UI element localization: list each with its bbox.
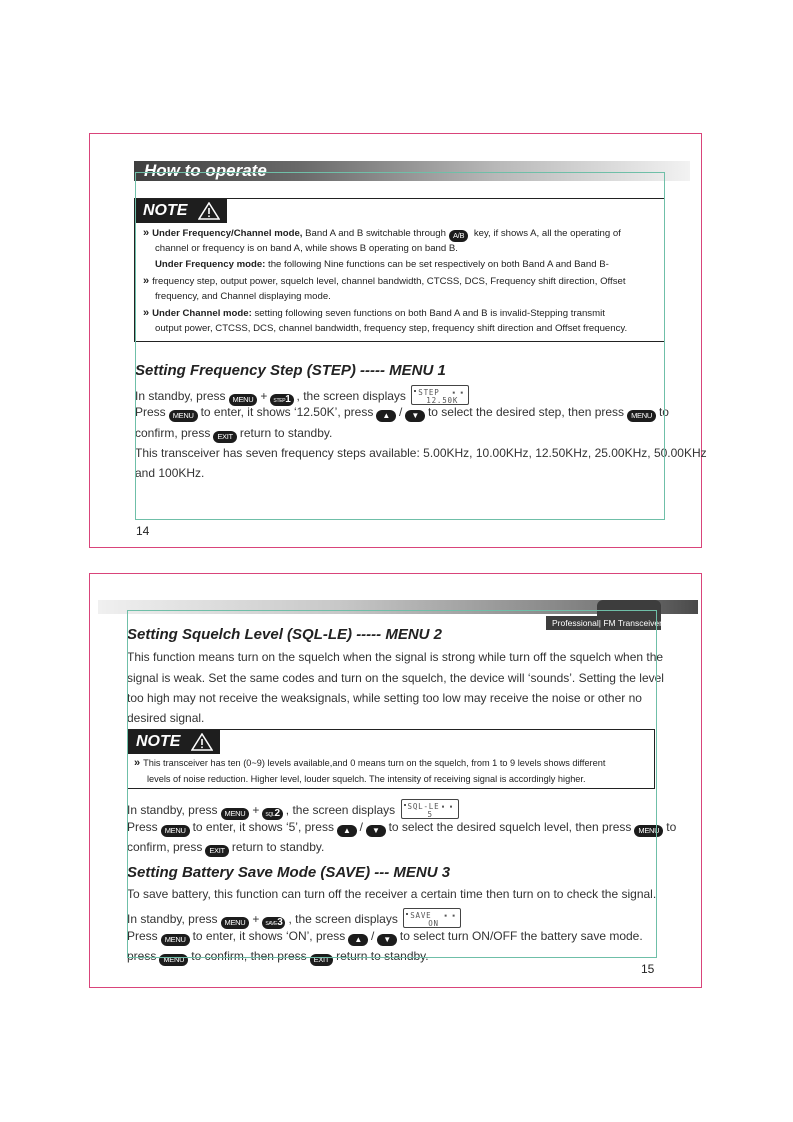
down-arrow-icon: ▼ (405, 410, 425, 422)
exit-key: EXIT (205, 845, 228, 857)
note-line-3: Under Frequency mode: the following Nine functions can be set respectively on both Band A and Band B- (155, 259, 609, 270)
save-line-3: press MENU to confirm, then press EXIT return to standby. (127, 949, 429, 964)
sql-2-key: SQL2 (262, 808, 282, 820)
sql-para-1: This function means turn on the squelch when the signal is strong while turn off the squelch when the (127, 650, 664, 664)
sql-line-1: In standby, press MENU + SQL2 , the screen displays SQL-LE 5 ▪ ▪ (127, 799, 461, 820)
product-label: Professional| FM Transceiver (552, 618, 662, 628)
note-line-5: frequency, and Channel displaying mode. (155, 291, 331, 302)
step-line-5: and 100KHz. (135, 466, 205, 480)
note-box (134, 198, 665, 342)
note-line-4: » frequency step, output power, squelch level, channel bandwidth, CTCSS, DCS, Frequency shift direction, Offset (143, 275, 626, 287)
banner-title: How to operate (144, 161, 267, 180)
step-line-4: This transceiver has seven frequency steps available: 5.00KHz, 10.00KHz, 12.50KHz, 25.00KHz, 50.00KHz (135, 446, 707, 460)
note-header (128, 730, 220, 754)
save-heading: Setting Battery Save Mode (SAVE) --- MENU 3 (127, 864, 451, 881)
sql-line-3: confirm, press EXIT return to standby. (127, 840, 325, 855)
sql-heading: Setting Squelch Level (SQL-LE) ----- MENU 2 (127, 626, 443, 643)
save-line-0: To save battery, this function can turn off the receiver a certain time then turn on to check the signal. (127, 887, 657, 901)
note-line-1: » Under Frequency/Channel mode, Band A and B switchable through A/B key, if shows A, all the operating of (143, 227, 621, 240)
down-arrow-icon: ▼ (377, 934, 397, 946)
lcd-display: SQL-LE 5 ▪ ▪ (401, 799, 459, 819)
up-arrow-icon: ▲ (337, 825, 357, 837)
lcd-display: STEP 12.50K ▪ ▪ (411, 385, 469, 405)
step-line-3: confirm, press EXIT return to standby. (135, 426, 333, 441)
step-line-2: Press MENU to enter, it shows ‘12.50K’, press ▲ / ▼ to select the desired step, then press MENU to (135, 405, 669, 420)
note-line-1: » This transceiver has ten (0~9) levels available,and 0 means turn on the squelch, from 1 to 9 levels shows different (134, 757, 606, 769)
note-line-6: » Under Channel mode: setting following seven functions on both Band A and B is invalid-Stepping transmit (143, 307, 605, 319)
menu-key: MENU (159, 954, 188, 966)
step-line-1: In standby, press MENU + STEP1 , the screen displays STEP 12.50K ▪ ▪ (135, 385, 471, 406)
menu-key: MENU (221, 808, 250, 820)
save-line-1: In standby, press MENU + SAVE3 , the screen displays SAVE ON ▪ ▪ (127, 908, 463, 929)
page-15 (89, 573, 702, 988)
step-heading: Setting Frequency Step (STEP) ----- MENU 1 (135, 362, 446, 379)
menu-key: MENU (634, 825, 663, 837)
step-1-key: STEP1 (270, 394, 293, 406)
menu-key: MENU (161, 825, 190, 837)
sql-para-2: signal is weak. Set the same codes and turn on the squelch, the device will ‘sounds’. Setting the level (127, 671, 664, 685)
page-14 (89, 133, 707, 548)
menu-key: MENU (229, 394, 258, 406)
sql-para-3: too high may not receive the weaksignals, while setting too low may receive the noise or other no (127, 691, 642, 705)
note-label: NOTE (136, 733, 181, 750)
menu-key: MENU (169, 410, 198, 422)
ab-key: A/B (449, 230, 468, 242)
page-number: 15 (641, 962, 655, 976)
save-line-2: Press MENU to enter, it shows ‘ON’, press ▲ / ▼ to select turn ON/OFF the battery save mode. (127, 929, 643, 944)
warning-triangle-icon (198, 202, 220, 220)
lcd-display: SAVE ON ▪ ▪ (403, 908, 461, 928)
menu-key: MENU (161, 934, 190, 946)
note-header (135, 199, 227, 223)
page-number: 14 (136, 524, 150, 538)
sql-line-2: Press MENU to enter, it shows ‘5’, press ▲ / ▼ to select the desired squelch level, then press MENU to (127, 820, 677, 835)
menu-key: MENU (627, 410, 656, 422)
note-line-2: channel or frequency is on band A, while shows B operating on band B. (155, 243, 458, 254)
down-arrow-icon: ▼ (366, 825, 386, 837)
menu-key: MENU (221, 917, 250, 929)
note-line-7: output power, CTCSS, DCS, channel bandwidth, frequency step, frequency shift direction and Offset frequency. (155, 323, 628, 334)
exit-key: EXIT (310, 954, 333, 966)
exit-key: EXIT (213, 431, 236, 443)
save-3-key: SAVE3 (262, 917, 285, 929)
up-arrow-icon: ▲ (348, 934, 368, 946)
note-line-2: levels of noise reduction. Higher level, louder squelch. The intensity of receiving signal is accordingly higher. (147, 774, 586, 784)
up-arrow-icon: ▲ (376, 410, 396, 422)
warning-triangle-icon (191, 733, 213, 751)
note-box (127, 729, 655, 789)
sql-para-4: desired signal. (127, 711, 205, 725)
note-label: NOTE (143, 202, 188, 219)
